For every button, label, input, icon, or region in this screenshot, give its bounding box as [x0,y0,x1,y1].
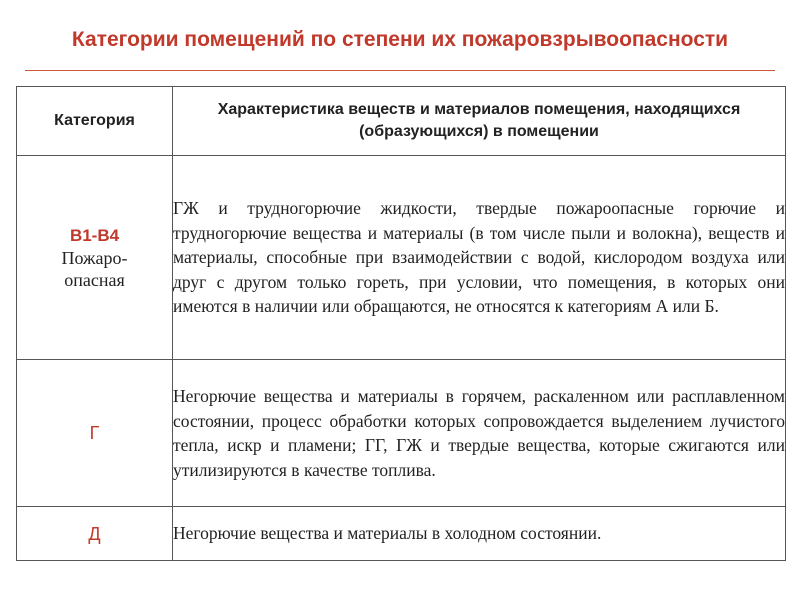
table-header-row [17,87,786,156]
description-cell: Негорючие вещества и материалы в холодном состоянии. [173,507,786,561]
category-cell [17,360,173,507]
categories-table [16,86,786,561]
table-row [17,360,786,507]
category-code: Д [88,523,101,544]
table-row [17,156,786,360]
category-name-line: опасная [64,269,125,290]
title-divider [25,70,775,71]
table-row [17,507,786,561]
category-code: Г [89,423,100,443]
description-cell: Негорючие вещества и материалы в горячем, раскаленном или расплавленном состоянии, процесс обработки которых сопровождается выделением лучистого тепла, искр и пламени; ГГ, ГЖ и твердые вещества, которые сжигаются или утилизируются в качестве топлива. [173,360,786,507]
slide-title: Категории помещений по степени их пожаровзрывоопасности [71,28,729,51]
category-name-line: Пожаро- [61,247,128,268]
header-description: Характеристика веществ и материалов помещения, находящихся (образующихся) в помещении [173,87,786,156]
category-cell [17,156,173,360]
category-cell [17,507,173,561]
header-category: Категория [17,87,173,156]
description-cell: ГЖ и трудногорючие жидкости, твердые пожароопасные горючие и трудногорючие вещества и материалы (в том числе пыли и волокна), веществ и материалы, способные при взаимодействии с водой, кислородом воздуха или друг с другом только гореть, при условии, что помещения, в которых они имеются в наличии или обращаются, не относятся к категориям А или Б. [173,156,786,360]
category-code: В1-В4 [69,225,120,245]
